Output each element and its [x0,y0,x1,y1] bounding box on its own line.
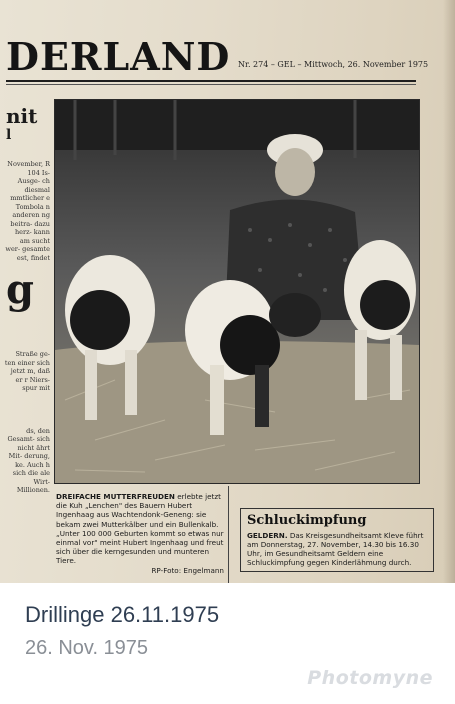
photo-date: 26. Nov. 1975 [25,637,149,659]
photo-credit: RP-Foto: Engelmann [151,565,224,575]
caption-text: erlebte jetzt die Kuh „Lenchen" des Bauern Hubert Ingenhaag aus Wachtendonk-Geneng: sie bekam zwei Mutterkälber und ein Bullenkalb. „Unter 100 000 Geburten kommt so etwas nur einmal vor" meint Hubert Ingenhaag und freut sich über die kerngesunden und munteren Tiere. [56,492,224,566]
issue-line: Nr. 274 – GEL – Mittwoch, 26. November 1975 [238,60,429,69]
photomyne-watermark: Photomyne [307,667,433,689]
left-headline-mid: g [6,266,34,313]
photo-illustration [55,100,419,483]
column-rule [228,486,229,583]
photo-caption [56,492,224,575]
left-column-fragment [4,100,50,583]
caption-body [56,492,224,566]
left-snippet-3: ds, den Gesamt- sich nicht ährt Mit- derung, ke. Auch h sich die ale Wirt- Millionen. [7,426,50,494]
newspaper-masthead: DERLAND [6,34,231,79]
notice-title: Schluckimpfung [247,513,367,528]
left-headline-top: nit [6,104,38,128]
caption-lead: DREIFACHE MUTTERFREUDEN [56,492,175,501]
notice-box [240,508,434,572]
left-headline-top2: l [6,127,12,143]
notice-text: Das Kreisgesundheitsamt Kleve führt am Donnerstag, 27. November, 14.30 bis 16.30 Uhr, im Gesundheitsamt Geldern eine Schluckimpfung gegen Kinderlähmung durch. [247,531,424,567]
notice-lead: GELDERN. [247,531,288,540]
masthead-rule [6,80,416,82]
left-snippet-2: Straße ge- ten einer sich jetzt m, daß er r Niers- spur mit [4,350,50,392]
cow-calves-photo [54,99,420,484]
masthead-rule-thin [6,84,416,85]
photo-title[interactable]: Drillinge 26.11.1975 [25,602,220,627]
notice-body [247,531,427,567]
left-snippet-1: November, R 104 Is- Ausge- ch diesmal mmtlicher e Tombola n anderen ng beitra- dazu herz- kann am sucht wer- gesamte est, findet [5,160,50,262]
